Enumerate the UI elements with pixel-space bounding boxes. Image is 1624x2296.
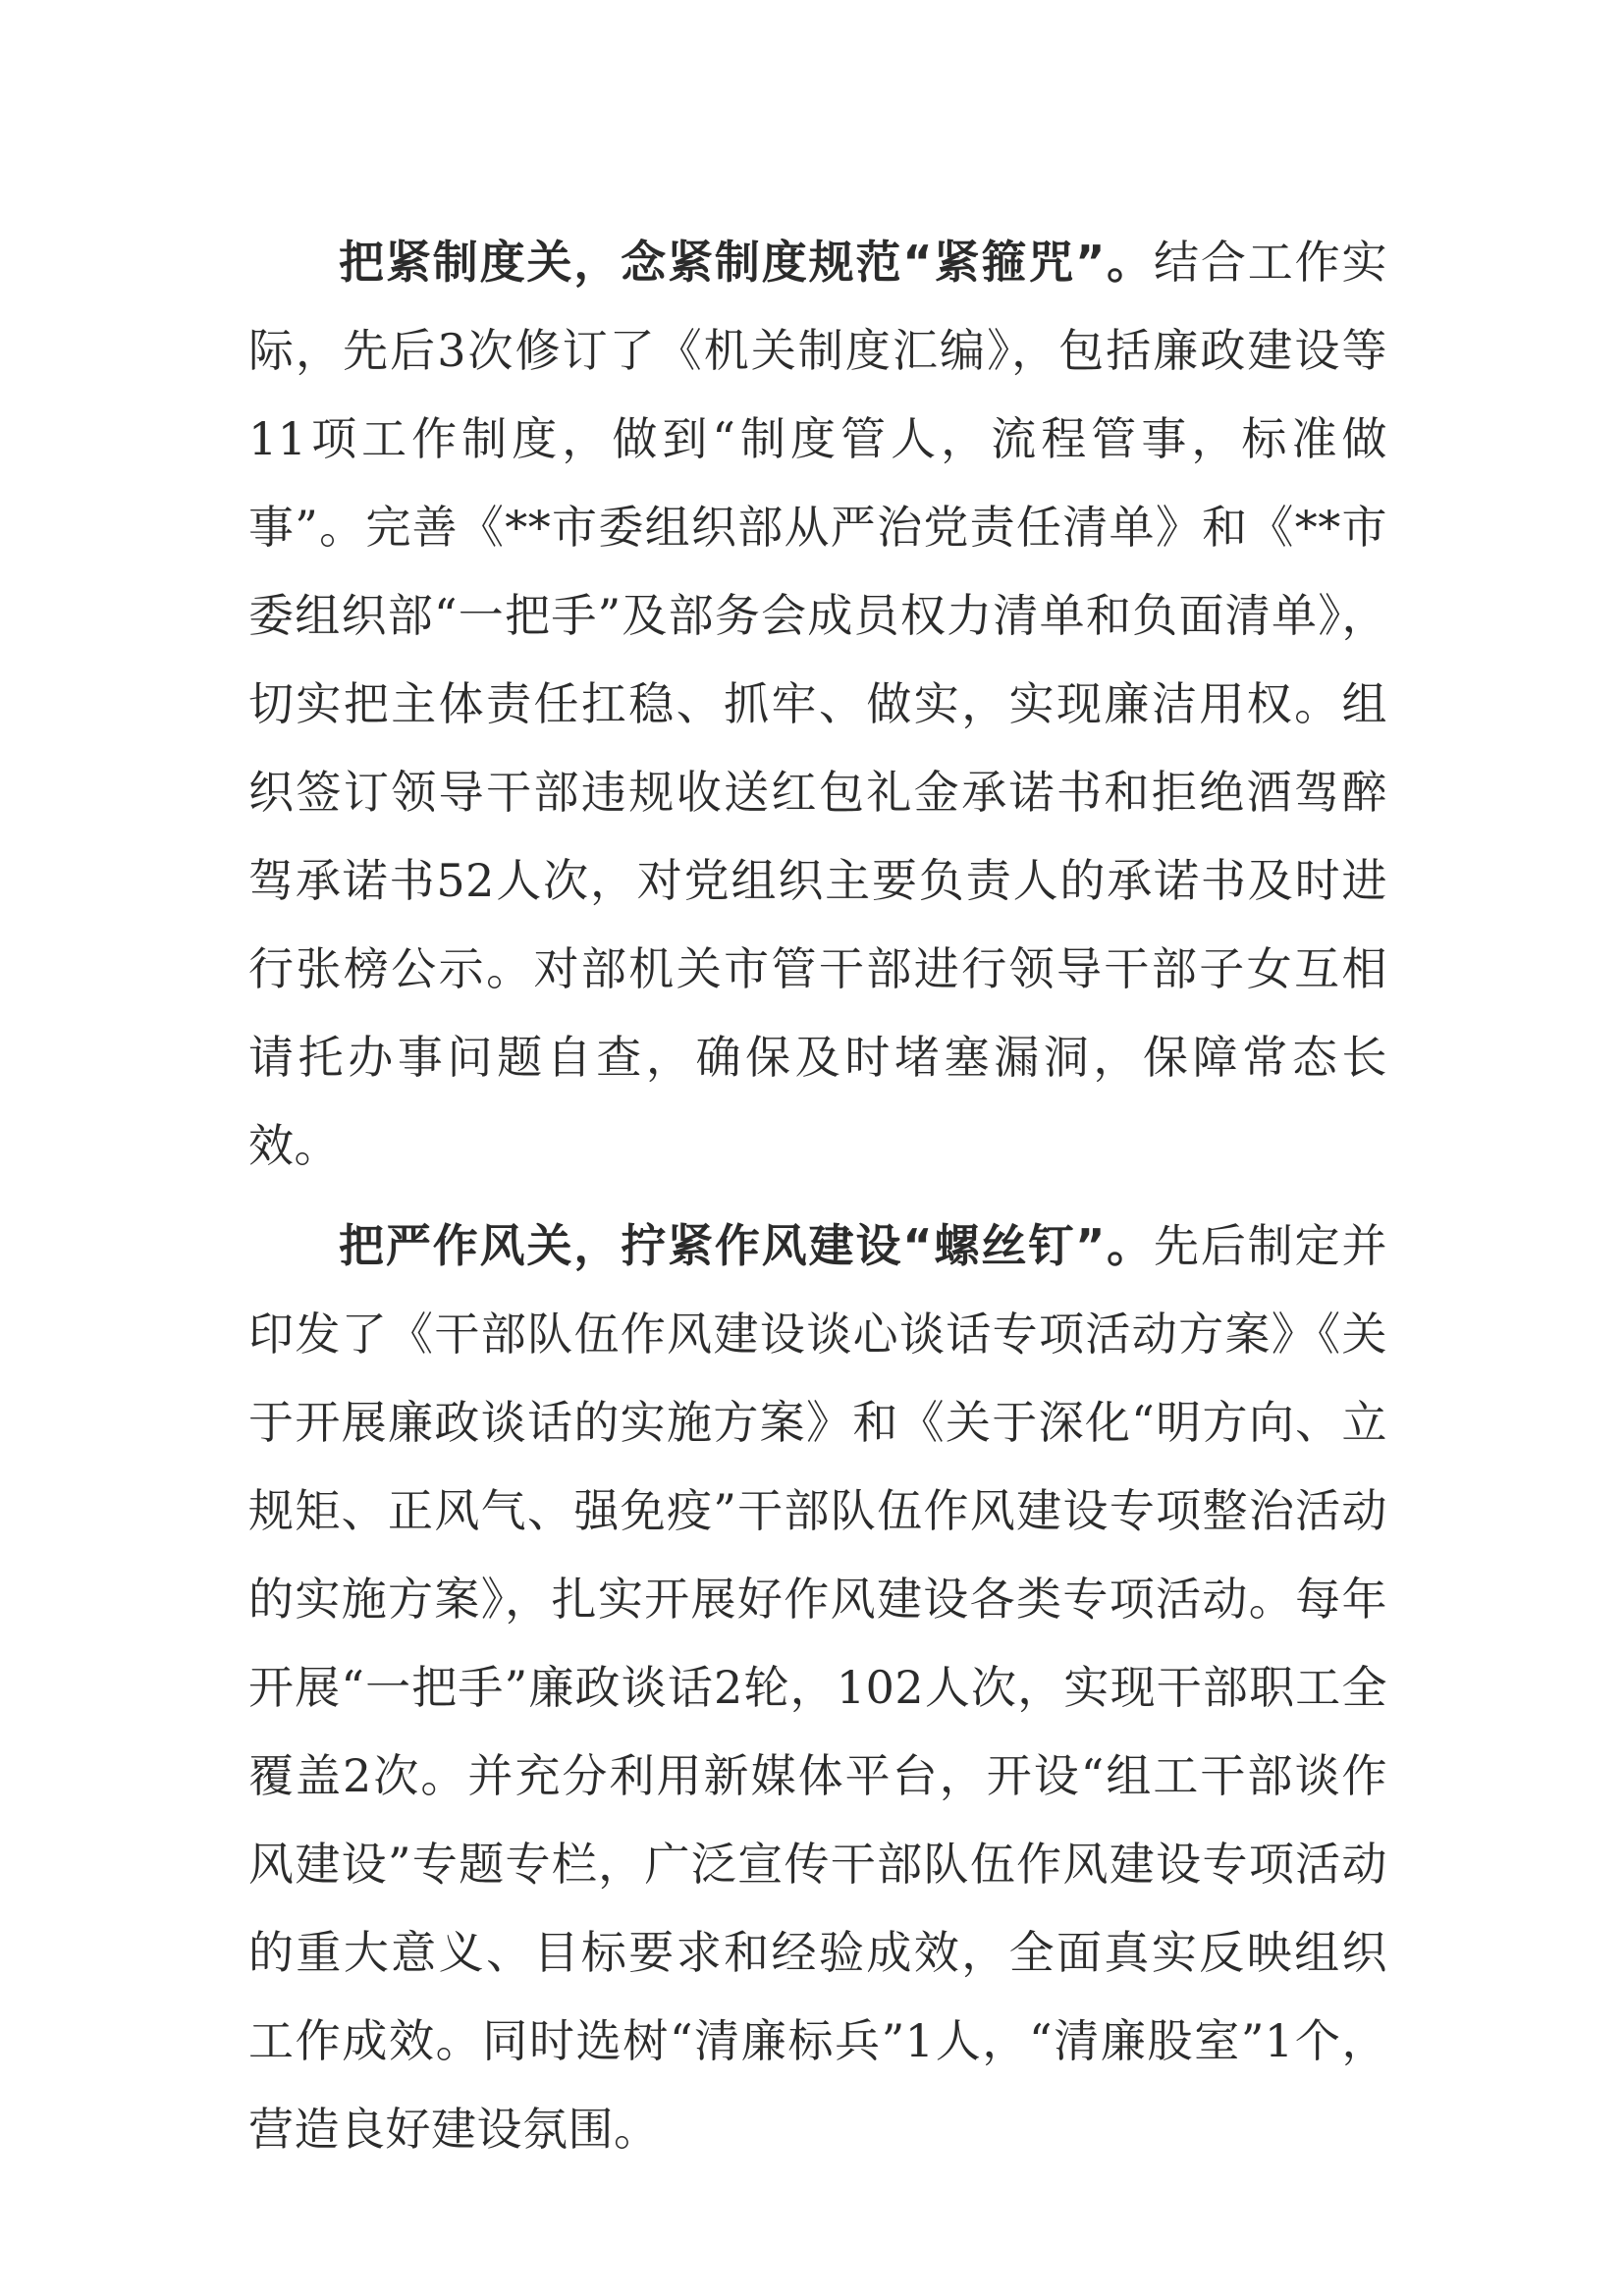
paragraph-system-discipline xyxy=(248,218,1387,1190)
paragraph-text: 结合工作实际，先后3次修订了《机关制度汇编》，包括廉政建设等11项工作制度，做到“制度管人，流程管事，标准做事”。完善《**市委组织部从严治党责任清单》和《**市委组织部“一把手”及部务会成员权力清单和负面清单》，切实把主体责任扛稳、抓牢、做实，实现廉洁用权。组织签订领导干部违规收送红包礼金承诺书和拒绝酒驾醉驾承诺书52人次，对党组织主要负责人的承诺书及时进行张榜公示。对部机关市管干部进行领导干部子女互相请托办事问题自查，确保及时堵塞漏洞，保障常态长效。 xyxy=(248,236,1388,1172)
document-body xyxy=(248,218,1387,2173)
paragraph-work-style xyxy=(248,1201,1387,2173)
paragraph-lead: 把严作风关，拧紧作风建设“螺丝钉”。 xyxy=(339,1219,1155,1272)
paragraph-lead: 把紧制度关，念紧制度规范“紧箍咒”。 xyxy=(339,236,1155,289)
paragraph-text: 先后制定并印发了《干部队伍作风建设谈心谈话专项活动方案》《关于开展廉政谈话的实施方案》和《关于深化“明方向、立规矩、正风气、强免疫”干部队伍作风建设专项整治活动的实施方案》，扎实开展好作风建设各类专项活动。每年开展“一把手”廉政谈话2轮，102人次，实现干部职工全覆盖2次。并充分利用新媒体平台，开设“组工干部谈作风建设”专题专栏，广泛宣传干部队伍作风建设专项活动的重大意义、目标要求和经验成效，全面真实反映组织工作成效。同时选树“清廉标兵”1人，“清廉股室”1个，营造良好建设氛围。 xyxy=(248,1219,1388,2156)
